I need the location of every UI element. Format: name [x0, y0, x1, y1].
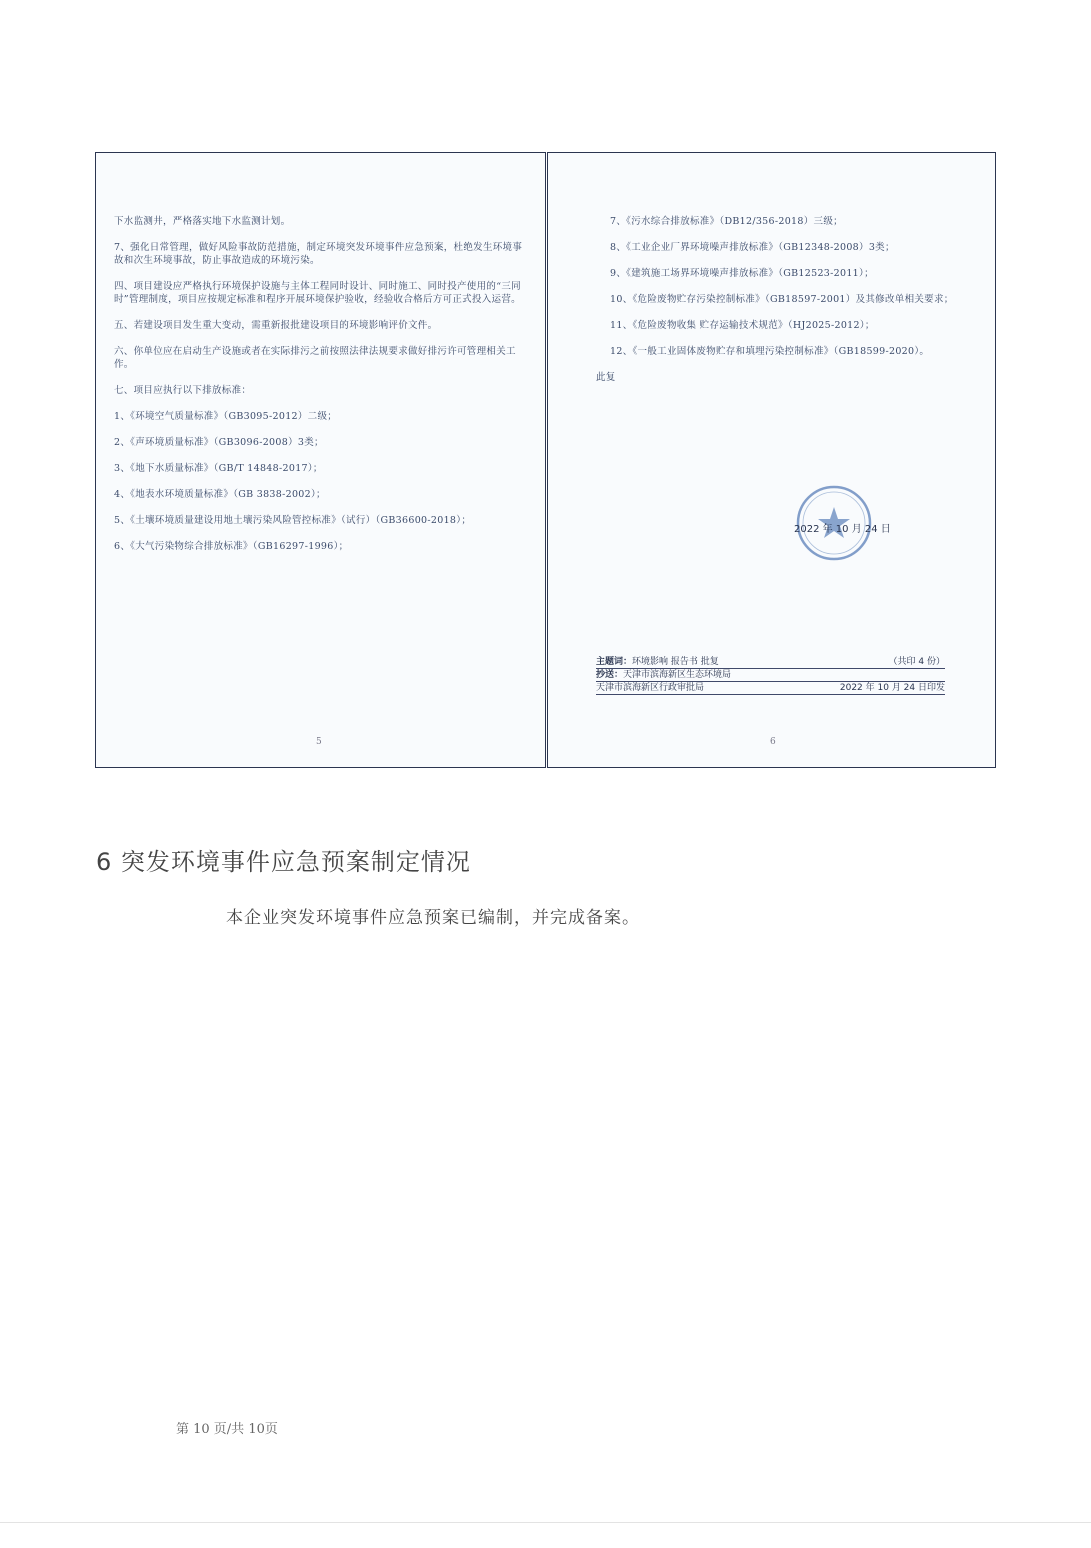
scan-line: 12、《一般工业固体废物贮存和填埋污染控制标准》（GB18599-2020）。: [610, 346, 930, 357]
scan-line: 7、强化日常管理，做好风险事故防范措施，制定环境突发环境事件应急预案，杜绝发生环境事故和次生环境事故，防止事故造成的环境污染。: [114, 242, 523, 266]
cc-block: [596, 656, 945, 695]
scan-line: 3、《地下水质量标准》（GB/T 14848-2017）；: [114, 463, 323, 474]
scan-line: 5、《土壤环境质量建设用地土壤污染风险管控标准》（试行）（GB36600-2018）；: [114, 515, 472, 526]
scanned-page-left: [95, 152, 546, 768]
scan-line: 6、《大气污染物综合排放标准》（GB16297-1996）；: [114, 541, 349, 552]
scan-line: 7、《污水综合排放标准》（DB12/356-2018）三级；: [610, 216, 843, 227]
scan-line: 10、《危险废物贮存污染控制标准》（GB18597-2001）及其修改单相关要求；: [610, 294, 954, 305]
scan-line: 七、项目应执行以下排放标准：: [114, 385, 252, 396]
copy-value: 天津市滨海新区生态环境局: [623, 670, 732, 680]
section-heading: 6 突发环境事件应急预案制定情况: [96, 848, 471, 876]
subject-value: 环境影响 报告书 批复: [632, 657, 719, 667]
scan-line: 六、你单位应在启动生产设施或者在实际排污之前按照法律法规要求做好排污许可管理相关工作。: [114, 346, 516, 370]
scan-line: 8、《工业企业厂界环境噪声排放标准》（GB12348-2008）3类；: [610, 242, 895, 253]
issuer-row: [596, 682, 945, 695]
scan-line: 五、若建设项目发生重大变动，需重新报批建设项目的环境影响评价文件。: [114, 320, 438, 331]
scanned-text-left: [114, 215, 531, 566]
scan-line: 1、《环境空气质量标准》（GB3095-2012）二级；: [114, 411, 338, 422]
scan-page-mark: 6: [770, 737, 776, 747]
scan-line: 下水监测井，严格落实地下水监测计划。: [114, 216, 291, 227]
scan-line: 此复: [596, 372, 616, 383]
scan-page-mark: 5: [316, 737, 322, 747]
issuer: 天津市滨海新区行政审批局: [596, 683, 705, 693]
bottom-rule: [0, 1522, 1091, 1523]
page-footer: 第 10 页/共 10页: [176, 1422, 278, 1437]
scan-line: 9、《建筑施工场界环境噪声排放标准》（GB12523-2011）；: [610, 268, 874, 279]
section-body: 本企业突发环境事件应急预案已编制，并完成备案。: [226, 908, 640, 928]
scanned-page-right: [547, 152, 996, 768]
scan-line: 2、《声环境质量标准》（GB3096-2008）3类；: [114, 437, 324, 448]
copy-key: 抄送：: [596, 670, 624, 680]
print-date: 2022 年 10 月 24 日印发: [839, 683, 945, 693]
copies-count: （共印 4 份）: [888, 657, 945, 667]
scanned-text-right: [596, 215, 977, 397]
seal-date: 2022 年 10 月 24 日: [794, 524, 891, 535]
subject-key: 主题词：: [596, 657, 633, 667]
copy-row: [596, 669, 945, 682]
scan-line: 4、《地表水环境质量标准》（GB 3838-2002）；: [114, 489, 326, 500]
scan-line: 11、《危险废物收集 贮存运输技术规范》（HJ2025-2012）；: [610, 320, 875, 331]
subject-row: [596, 656, 945, 669]
scan-line: 四、项目建设应严格执行环境保护设施与主体工程同时设计、同时施工、同时投产使用的“三同时”管理制度，项目应按规定标准和程序开展环境保护验收，经验收合格后方可正式投入运营。: [114, 281, 521, 305]
